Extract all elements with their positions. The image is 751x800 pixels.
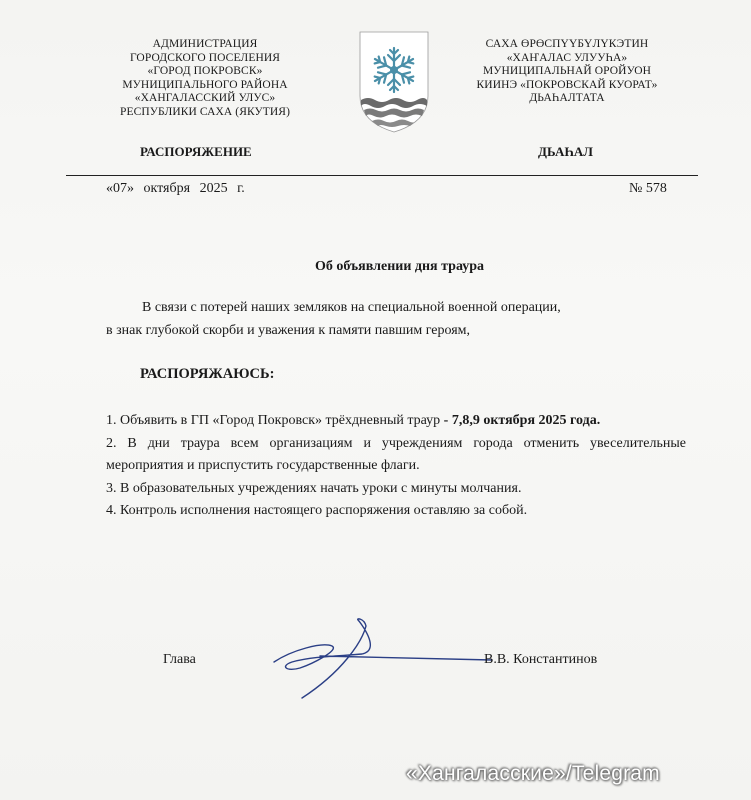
header-left-line: МУНИЦИПАЛЬНОГО РАЙОНА	[122, 78, 288, 91]
handwritten-signature	[262, 612, 512, 702]
document-title: Об объявлении дня траура	[314, 259, 485, 274]
order-label-ru: РАСПОРЯЖЕНИЕ	[140, 144, 252, 159]
date-year: 2025	[199, 181, 228, 196]
header-left-line: АДМИНИСТРАЦИЯ	[152, 38, 258, 50]
header-right-line: САХА ӨРӨСПҮҮБҮЛҮКЭТИН	[485, 38, 649, 50]
decree-heading: РАСПОРЯЖАЮСЬ:	[140, 366, 275, 382]
header-right-line: ДЬАҺАЛТАТА	[529, 92, 605, 105]
order-label-sakha: ДЬАҺАЛ	[538, 144, 593, 159]
date-suffix: г.	[237, 181, 245, 196]
document-date	[106, 181, 251, 197]
header-left-line: ГОРОДСКОГО ПОСЕЛЕНИЯ	[129, 51, 281, 64]
header-right-line: КИИНЭ «ПОКРОВСКАЙ КУОРАТ»	[476, 78, 658, 91]
header-left-line: «ГОРОД ПОКРОВСК»	[147, 65, 263, 78]
date-day: «07»	[106, 181, 134, 196]
order-item-1-dates: - 7,8,9 октября 2025 года.	[443, 413, 601, 428]
header-right-sakha	[462, 38, 672, 106]
order-item-3: 3. В образовательных учреждениях начать уроки с минуты молчания.	[106, 480, 522, 496]
header-left-ru	[110, 38, 300, 120]
snowflake-coat-of-arms-icon	[356, 30, 432, 134]
order-item-1-text: 1. Объявить в ГП «Город Покровск» трёхдневный траур	[106, 413, 444, 428]
document-number: № 578	[629, 181, 667, 196]
header-right-line: «ХАҤАЛАС УЛУУҺА»	[506, 51, 628, 64]
header-left-line: РЕСПУБЛИКИ САХА (ЯКУТИЯ)	[119, 105, 290, 118]
signatory-name: В.В. Константинов	[484, 652, 598, 667]
header-divider	[66, 175, 698, 176]
telegram-watermark: «Хангаласские»/Telegram	[406, 762, 660, 785]
signatory-position: Глава	[163, 652, 196, 667]
preamble	[106, 296, 686, 342]
header-left-line: «ХАНГАЛАССКИЙ УЛУС»	[134, 92, 276, 105]
order-item-1	[106, 410, 686, 433]
order-item-2: 2. В дни траура всем организациям и учреждениям города отменить увеселительные мероприятия и приспустить государственные флаги.	[106, 435, 686, 473]
preamble-line: В связи с потерей наших земляков на специальной военной операции,	[142, 300, 561, 315]
order-items	[106, 410, 686, 523]
header-right-line: МУНИЦИПАЛЬНАЙ ОРОЙУОН	[482, 65, 652, 78]
date-month: октября	[143, 181, 191, 196]
preamble-line: в знак глубокой скорби и уважения к памяти павшим героям,	[106, 323, 471, 338]
order-item-4: 4. Контроль исполнения настоящего распоряжения оставляю за собой.	[106, 503, 528, 518]
